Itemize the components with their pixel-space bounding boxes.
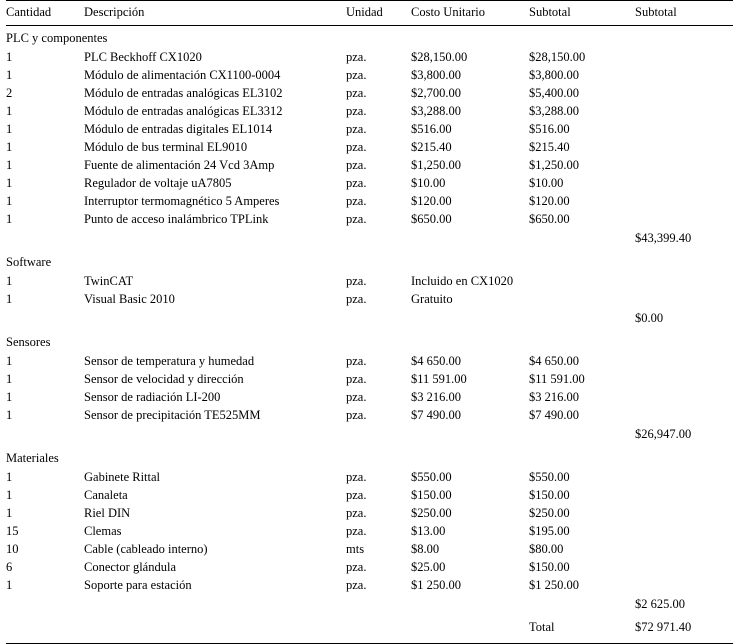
table-row (6, 488, 733, 506)
cell-descripcion: PLC Beckhoff CX1020 (84, 49, 202, 64)
cell-seccion-subtotal (635, 86, 733, 104)
cell-cantidad: 1 (6, 193, 13, 208)
column-header-cantidad: Cantidad (6, 1, 84, 26)
section-heading-row (6, 330, 733, 354)
cell-descripcion: Soporte para estación (84, 577, 192, 592)
cell-seccion-subtotal (635, 292, 733, 310)
cell-subtotal: $1 250.00 (529, 577, 579, 592)
cell-seccion-subtotal (635, 470, 733, 488)
cell-seccion-subtotal (635, 390, 733, 408)
cell-seccion-subtotal (635, 524, 733, 542)
cell-descripcion: Módulo de entradas analógicas EL3102 (84, 85, 283, 100)
cell-subtotal: $650.00 (529, 211, 570, 226)
cell-empty (84, 230, 346, 250)
cell-cantidad: 6 (6, 559, 13, 574)
cell-seccion-subtotal (635, 542, 733, 560)
table-body (6, 25, 733, 643)
table-row (6, 50, 733, 68)
cell-unidad: pza. (346, 389, 367, 404)
bottom-rule (6, 641, 733, 644)
cell-unidad: pza. (346, 139, 367, 154)
cell-unidad: pza. (346, 273, 367, 288)
section-heading-row (6, 250, 733, 274)
cell-costo-unitario: $150.00 (411, 487, 452, 502)
table-row (6, 408, 733, 426)
cell-seccion-subtotal (635, 408, 733, 426)
cell-cantidad: 1 (6, 291, 13, 306)
cell-costo-unitario: $13.00 (411, 523, 446, 538)
cell-costo-unitario: $3 216.00 (411, 389, 461, 404)
cell-subtotal: $80.00 (529, 541, 564, 556)
cell-costo-unitario: $7 490.00 (411, 407, 461, 422)
cell-cantidad: 1 (6, 157, 13, 172)
cell-subtotal: $7 490.00 (529, 407, 579, 422)
cell-descripcion: Punto de acceso inalámbrico TPLink (84, 211, 269, 226)
cell-empty (6, 596, 84, 616)
cell-costo-unitario: $550.00 (411, 469, 452, 484)
table-row (6, 354, 733, 372)
cell-empty (346, 230, 411, 250)
cell-subtotal (529, 292, 635, 310)
column-header-costo-unitario: Costo Unitario (411, 1, 529, 26)
cell-unidad: pza. (346, 193, 367, 208)
grand-total-row (6, 616, 733, 641)
cell-unidad: pza. (346, 67, 367, 82)
table-row (6, 372, 733, 390)
table-row (6, 122, 733, 140)
cell-costo-unitario: $650.00 (411, 211, 452, 226)
cell-empty (411, 310, 529, 330)
table-row (6, 578, 733, 596)
cell-cantidad: 1 (6, 67, 13, 82)
cell-descripcion: Regulador de voltaje uA7805 (84, 175, 232, 190)
cell-empty (529, 596, 635, 616)
section-subtotal-row (6, 596, 733, 616)
cell-costo-unitario: $1 250.00 (411, 577, 461, 592)
cell-descripcion: Canaleta (84, 487, 128, 502)
cell-costo-unitario: $215.40 (411, 139, 452, 154)
cell-descripcion: Módulo de bus terminal EL9010 (84, 139, 248, 154)
section-subtotal-row (6, 230, 733, 250)
cell-descripcion: Clemas (84, 523, 122, 538)
cell-cantidad: 1 (6, 487, 13, 502)
table-row (6, 274, 733, 292)
table-row (6, 524, 733, 542)
cell-descripcion: TwinCAT (84, 273, 134, 288)
cell-costo-unitario: $25.00 (411, 559, 446, 574)
cell-subtotal: $28,150.00 (529, 49, 586, 64)
cell-unidad: pza. (346, 469, 367, 484)
cell-seccion-subtotal (635, 194, 733, 212)
cell-empty (529, 230, 635, 250)
cell-costo-unitario: $3,288.00 (411, 103, 461, 118)
cell-subtotal: $3,800.00 (529, 67, 579, 82)
cell-seccion-subtotal (635, 50, 733, 68)
table-row (6, 140, 733, 158)
cell-cantidad: 1 (6, 469, 13, 484)
cell-empty (529, 426, 635, 446)
cell-seccion-subtotal (635, 104, 733, 122)
cell-seccion-subtotal (635, 506, 733, 524)
cell-cantidad: 1 (6, 407, 13, 422)
cell-descripcion: Módulo de entradas digitales EL1014 (84, 121, 273, 136)
cell-descripcion: Fuente de alimentación 24 Vcd 3Amp (84, 157, 275, 172)
section-subtotal-row (6, 426, 733, 446)
cell-seccion-subtotal (635, 68, 733, 86)
cell-costo-unitario: $28,150.00 (411, 49, 468, 64)
cell-empty (84, 616, 346, 641)
cell-unidad: pza. (346, 559, 367, 574)
cell-subtotal: $250.00 (529, 505, 570, 520)
cell-costo-unitario: $516.00 (411, 121, 452, 136)
section-title-plc: PLC y componentes (6, 30, 108, 45)
section-total-materiales: $2 625.00 (635, 596, 685, 611)
section-title-sensores: Sensores (6, 334, 51, 349)
grand-total-label: Total (529, 619, 555, 634)
column-header-subtotal-seccion: Subtotal (635, 1, 733, 26)
cell-subtotal: $3,288.00 (529, 103, 579, 118)
cell-seccion-subtotal (635, 212, 733, 230)
cell-cantidad: 10 (6, 541, 19, 556)
table-row (6, 68, 733, 86)
cell-empty (346, 616, 411, 641)
cell-seccion-subtotal (635, 176, 733, 194)
cell-unidad: pza. (346, 157, 367, 172)
cell-unidad: pza. (346, 487, 367, 502)
cell-cantidad: 1 (6, 505, 13, 520)
table-row (6, 560, 733, 578)
cell-empty (84, 310, 346, 330)
cell-empty (6, 426, 84, 446)
cost-breakdown-table (6, 0, 733, 644)
cell-cantidad: 1 (6, 103, 13, 118)
cell-empty (6, 616, 84, 641)
cell-cantidad: 1 (6, 353, 13, 368)
cell-unidad: pza. (346, 291, 367, 306)
cell-subtotal: $1,250.00 (529, 157, 579, 172)
cell-subtotal: $11 591.00 (529, 371, 585, 386)
table-row (6, 176, 733, 194)
cell-empty (84, 596, 346, 616)
cell-subtotal: $10.00 (529, 175, 564, 190)
cell-unidad: pza. (346, 121, 367, 136)
cell-costo-unitario: Gratuito (411, 291, 453, 306)
cell-cantidad: 1 (6, 121, 13, 136)
cell-cantidad: 1 (6, 175, 13, 190)
cell-empty (6, 310, 84, 330)
cell-costo-unitario: $120.00 (411, 193, 452, 208)
cell-descripcion: Riel DIN (84, 505, 131, 520)
cell-unidad: mts (346, 541, 365, 556)
table-row (6, 212, 733, 230)
table-row (6, 194, 733, 212)
section-total-plc: $43,399.40 (635, 230, 692, 245)
cell-costo-unitario: $2,700.00 (411, 85, 461, 100)
table-header-row (6, 1, 733, 26)
section-heading-row (6, 446, 733, 470)
cell-seccion-subtotal (635, 274, 733, 292)
cell-seccion-subtotal (635, 488, 733, 506)
cell-descripcion: Gabinete Rittal (84, 469, 161, 484)
table-row (6, 292, 733, 310)
cell-descripcion: Visual Basic 2010 (84, 291, 175, 306)
cell-seccion-subtotal (635, 372, 733, 390)
cell-unidad: pza. (346, 577, 367, 592)
grand-total-value: $72 971.40 (635, 619, 692, 634)
cell-unidad: pza. (346, 103, 367, 118)
section-subtotal-row (6, 310, 733, 330)
cell-cantidad: 2 (6, 85, 13, 100)
cell-descripcion: Módulo de entradas analógicas EL3312 (84, 103, 283, 118)
cell-cantidad: 15 (6, 523, 19, 538)
cell-empty (346, 426, 411, 446)
cell-subtotal: $195.00 (529, 523, 570, 538)
table-row (6, 390, 733, 408)
cell-costo-unitario: $3,800.00 (411, 67, 461, 82)
cell-unidad: pza. (346, 407, 367, 422)
cell-descripcion: Sensor de precipitación TE525MM (84, 407, 261, 422)
cell-empty (411, 426, 529, 446)
cell-subtotal: $550.00 (529, 469, 570, 484)
cell-descripcion: Conector glándula (84, 559, 176, 574)
cell-seccion-subtotal (635, 560, 733, 578)
section-total-software: $0.00 (635, 310, 664, 325)
table-row (6, 86, 733, 104)
section-title-materiales: Materiales (6, 450, 59, 465)
cell-seccion-subtotal (635, 158, 733, 176)
cell-descripcion: Sensor de velocidad y dirección (84, 371, 244, 386)
cell-descripcion: Sensor de radiación LI-200 (84, 389, 221, 404)
cell-cantidad: 1 (6, 273, 13, 288)
cell-costo-unitario: $1,250.00 (411, 157, 461, 172)
cell-seccion-subtotal (635, 122, 733, 140)
cell-unidad: pza. (346, 523, 367, 538)
cell-subtotal: $4 650.00 (529, 353, 579, 368)
cell-cantidad: 1 (6, 371, 13, 386)
cell-cantidad: 1 (6, 577, 13, 592)
cell-unidad: pza. (346, 211, 367, 226)
cell-unidad: pza. (346, 49, 367, 64)
cell-empty (411, 616, 529, 641)
cell-subtotal: $215.40 (529, 139, 570, 154)
cell-subtotal: $3 216.00 (529, 389, 579, 404)
cell-cantidad: 1 (6, 139, 13, 154)
cell-empty (346, 310, 411, 330)
cell-unidad: pza. (346, 85, 367, 100)
cell-descripcion: Interruptor termomagnético 5 Amperes (84, 193, 280, 208)
cell-descripcion: Módulo de alimentación CX1100-0004 (84, 67, 281, 82)
cell-cantidad: 1 (6, 49, 13, 64)
cell-subtotal: $150.00 (529, 559, 570, 574)
cell-costo-unitario: $11 591.00 (411, 371, 467, 386)
cell-costo-unitario: $10.00 (411, 175, 446, 190)
column-header-unidad: Unidad (346, 1, 411, 26)
table-row (6, 158, 733, 176)
cell-unidad: pza. (346, 353, 367, 368)
cell-subtotal: $120.00 (529, 193, 570, 208)
cell-costo-unitario: $8.00 (411, 541, 440, 556)
cell-descripcion: Cable (cableado interno) (84, 541, 208, 556)
table-bottom-rule (6, 641, 733, 644)
cell-empty (84, 426, 346, 446)
table-row (6, 104, 733, 122)
cell-empty (411, 230, 529, 250)
cell-costo-unitario: Incluido en CX1020 (411, 273, 514, 288)
column-header-subtotal: Subtotal (529, 1, 635, 26)
cell-subtotal: $5,400.00 (529, 85, 579, 100)
cell-unidad: pza. (346, 175, 367, 190)
cell-descripcion: Sensor de temperatura y humedad (84, 353, 255, 368)
cell-empty (411, 596, 529, 616)
table-row (6, 506, 733, 524)
cell-cantidad: 1 (6, 389, 13, 404)
cell-seccion-subtotal (635, 578, 733, 596)
cell-seccion-subtotal (635, 140, 733, 158)
section-title-software: Software (6, 254, 52, 269)
section-heading-row (6, 25, 733, 50)
cell-subtotal (529, 274, 635, 292)
cell-subtotal: $150.00 (529, 487, 570, 502)
table-row (6, 470, 733, 488)
table-row (6, 542, 733, 560)
column-header-descripcion: Descripción (84, 1, 346, 26)
cell-costo-unitario: $4 650.00 (411, 353, 461, 368)
table-header (6, 1, 733, 26)
section-total-sensores: $26,947.00 (635, 426, 692, 441)
cell-seccion-subtotal (635, 354, 733, 372)
cell-cantidad: 1 (6, 211, 13, 226)
cell-empty (346, 596, 411, 616)
cell-unidad: pza. (346, 505, 367, 520)
cell-costo-unitario: $250.00 (411, 505, 452, 520)
cell-empty (6, 230, 84, 250)
cell-unidad: pza. (346, 371, 367, 386)
cell-empty (529, 310, 635, 330)
cell-subtotal: $516.00 (529, 121, 570, 136)
